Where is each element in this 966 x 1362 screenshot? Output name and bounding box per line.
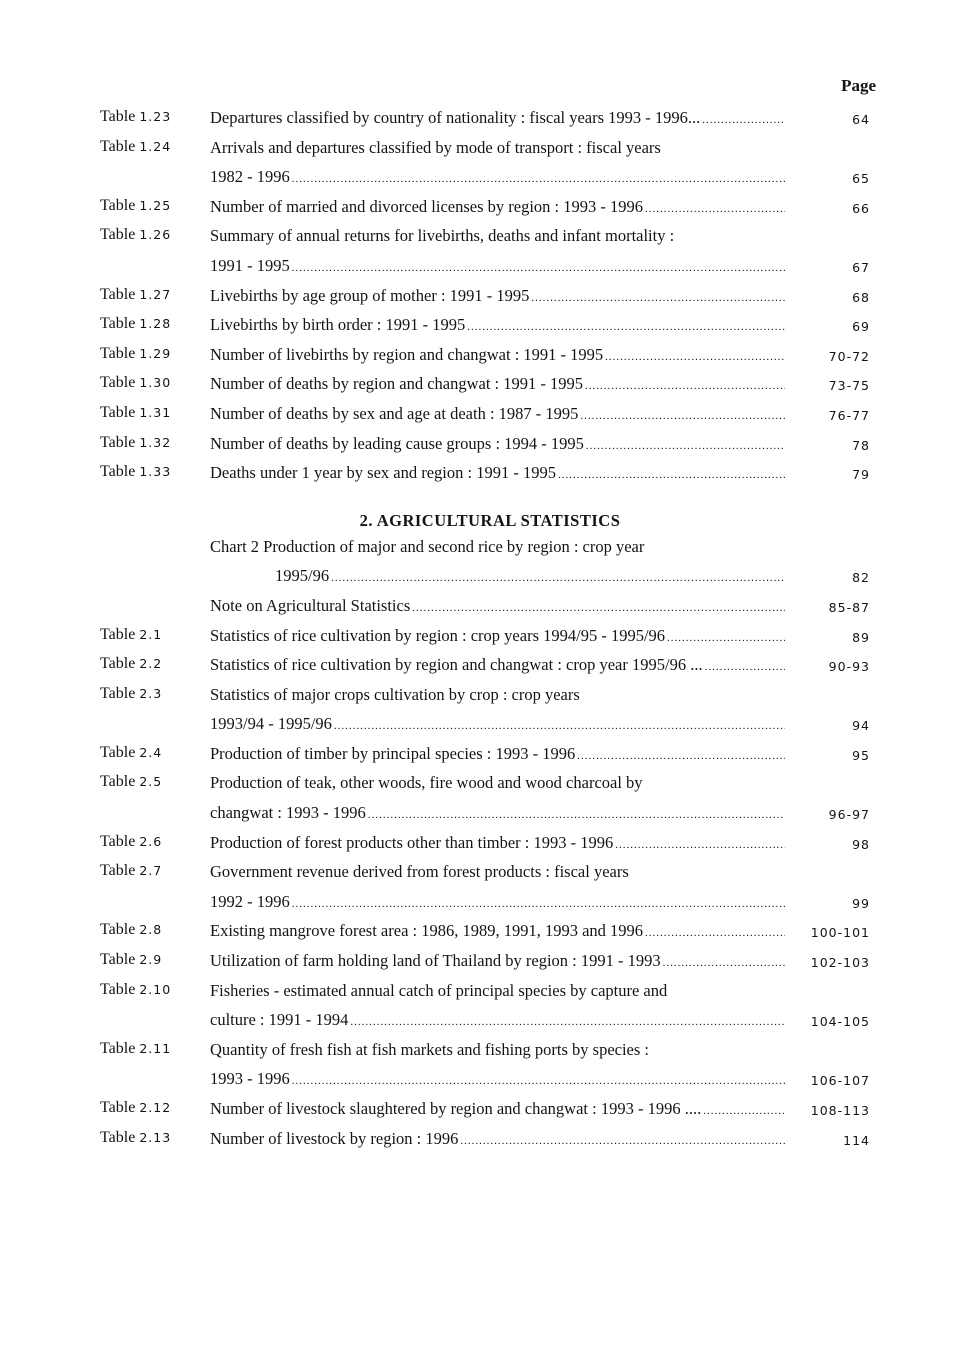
entry-title-line bbox=[210, 138, 785, 158]
toc-row bbox=[0, 402, 966, 432]
section-break bbox=[0, 491, 966, 535]
dot-leader bbox=[667, 632, 785, 644]
entry-label-word: Table bbox=[100, 108, 140, 125]
entry-number: 2.4 bbox=[139, 744, 163, 760]
entry-page-number: 90-93 bbox=[828, 659, 870, 675]
entry-title-text: Government revenue derived from forest products : fiscal years bbox=[210, 862, 629, 882]
entry-title-text: Production of forest products other than timber : 1993 - 1996 bbox=[210, 832, 614, 852]
entry-title-text: Livebirths by birth order : 1991 - 1995 bbox=[210, 315, 466, 335]
entry-title[interactable] bbox=[210, 685, 785, 705]
entry-title[interactable] bbox=[210, 1099, 785, 1119]
entry-page-number: 98 bbox=[852, 836, 870, 852]
toc-row bbox=[0, 136, 966, 166]
entry-title-line bbox=[210, 744, 785, 764]
entry-title-text: 1991 - 1995 bbox=[210, 255, 290, 275]
entry-number: 1.33 bbox=[139, 464, 172, 480]
entry-label bbox=[100, 744, 162, 762]
entry-title[interactable] bbox=[210, 197, 785, 217]
entry-title-line bbox=[210, 892, 785, 912]
entry-title[interactable] bbox=[210, 1040, 785, 1060]
entry-title-line bbox=[210, 374, 785, 394]
entry-title-line bbox=[210, 167, 785, 187]
entry-label-word: Table bbox=[100, 684, 140, 702]
entry-title-text: Fisheries - estimated annual catch of principal species by capture and bbox=[210, 980, 668, 1000]
toc-row bbox=[0, 165, 966, 195]
entry-title-text: culture : 1991 - 1994 bbox=[210, 1010, 349, 1030]
entry-title-line bbox=[210, 197, 785, 217]
toc-row bbox=[0, 106, 966, 136]
toc-row bbox=[0, 564, 966, 594]
entry-number: 2.8 bbox=[139, 922, 163, 938]
entry-title-line bbox=[210, 226, 785, 246]
entry-title-text: Note on Agricultural Statistics bbox=[210, 595, 411, 615]
entry-number: 2.3 bbox=[139, 685, 163, 701]
toc-row bbox=[0, 1038, 966, 1068]
entry-title-line bbox=[210, 862, 785, 882]
entry-label bbox=[100, 434, 171, 452]
entry-title-line bbox=[210, 921, 785, 941]
entry-page-number: 114 bbox=[843, 1132, 870, 1148]
toc-row bbox=[0, 653, 966, 683]
entry-number: 2.12 bbox=[139, 1100, 172, 1115]
entry-label bbox=[100, 685, 162, 703]
entry-label bbox=[100, 921, 162, 939]
entry-title[interactable] bbox=[210, 345, 785, 365]
entry-page-number: 102-103 bbox=[810, 955, 870, 971]
dot-leader bbox=[292, 262, 785, 274]
toc-row bbox=[0, 860, 966, 890]
entry-title-text: Statistics of rice cultivation by region : crop years 1994/95 - 1995/96 bbox=[210, 625, 666, 645]
entry-title-text: Chart 2 Production of major and second rice by region : crop year bbox=[210, 536, 645, 556]
entry-title-text: Number of livestock by region : 1996 bbox=[210, 1128, 459, 1148]
entry-label-word: Table bbox=[100, 1039, 140, 1057]
entry-number: 1.28 bbox=[139, 316, 172, 332]
entry-label bbox=[100, 773, 162, 791]
dot-leader bbox=[531, 292, 785, 304]
entry-title-text: Livebirths by age group of mother : 1991 - 1995 bbox=[210, 285, 530, 305]
entry-title-text: Utilization of farm holding land of Thailand by region : 1991 - 1993 bbox=[210, 951, 661, 971]
entry-label bbox=[100, 862, 162, 880]
entry-number: 1.29 bbox=[139, 345, 172, 361]
entry-title[interactable] bbox=[210, 773, 785, 793]
entry-title-line bbox=[210, 803, 785, 823]
entry-title[interactable] bbox=[210, 463, 785, 483]
dot-leader bbox=[605, 351, 785, 363]
entry-title[interactable] bbox=[210, 1010, 785, 1030]
entry-label bbox=[100, 833, 162, 851]
entry-title-text: Statistics of major crops cultivation by crop : crop years bbox=[210, 684, 580, 704]
dot-leader bbox=[334, 720, 785, 732]
entry-title-line bbox=[210, 256, 785, 276]
dot-leader bbox=[331, 572, 785, 584]
entry-title-text: 1995/96 bbox=[275, 566, 330, 586]
entry-title-text: Number of livestock slaughtered by region and changwat : 1993 - 1996 .... bbox=[210, 1099, 702, 1118]
entry-title-text: Number of livebirths by region and changwat : 1991 - 1995 bbox=[210, 344, 604, 364]
entry-label bbox=[100, 1099, 171, 1117]
entry-title-line bbox=[210, 434, 785, 454]
entry-label-word: Table bbox=[100, 374, 140, 392]
dot-leader bbox=[580, 410, 785, 422]
toc-row bbox=[0, 224, 966, 254]
entry-number: 2.6 bbox=[139, 833, 163, 849]
entry-page-number: 96-97 bbox=[828, 807, 870, 823]
entry-label-word: Table bbox=[100, 226, 140, 244]
entry-title-text: Number of deaths by leading cause groups : 1994 - 1995 bbox=[210, 433, 584, 453]
entry-label bbox=[100, 1040, 171, 1058]
entry-title-text: Number of deaths by sex and age at death : 1987 - 1995 bbox=[210, 403, 579, 423]
dot-leader bbox=[586, 440, 785, 452]
entry-label-word: Table bbox=[100, 921, 140, 939]
entry-label bbox=[100, 463, 171, 481]
toc-row bbox=[0, 979, 966, 1009]
entry-label bbox=[100, 951, 162, 969]
entry-title-line bbox=[210, 108, 785, 128]
entry-title[interactable] bbox=[210, 626, 785, 646]
entry-page-number: 104-105 bbox=[810, 1014, 870, 1030]
entry-label-word: Table bbox=[100, 463, 140, 481]
entry-title-line bbox=[210, 596, 785, 616]
entry-page-number: 69 bbox=[852, 319, 870, 335]
entry-page-number: 106-107 bbox=[810, 1073, 870, 1089]
entry-title-text: 1993 - 1996 bbox=[210, 1069, 290, 1089]
entry-title-line bbox=[210, 655, 785, 675]
entry-title[interactable] bbox=[210, 1069, 785, 1089]
entry-title-text: 1992 - 1996 bbox=[210, 891, 290, 911]
entry-label bbox=[100, 626, 162, 644]
entry-label bbox=[100, 138, 171, 156]
entry-number: 1.23 bbox=[139, 109, 172, 124]
entry-title-text: Production of timber by principal species : 1993 - 1996 bbox=[210, 743, 576, 763]
entry-page-number: 95 bbox=[852, 747, 870, 763]
toc-row bbox=[0, 683, 966, 713]
entry-number: 1.30 bbox=[139, 375, 172, 391]
entry-label bbox=[100, 286, 171, 304]
entry-title-line bbox=[210, 833, 785, 853]
entry-label-word: Table bbox=[100, 862, 140, 880]
entry-title-text: changwat : 1993 - 1996 bbox=[210, 803, 366, 823]
entry-title[interactable] bbox=[210, 596, 785, 616]
entry-title-text: Production of teak, other woods, fire wood and wood charcoal by bbox=[210, 773, 643, 793]
toc-row bbox=[0, 372, 966, 402]
entry-label bbox=[100, 655, 162, 673]
entry-page-number: 99 bbox=[852, 895, 870, 911]
entry-title-line bbox=[210, 951, 785, 971]
entry-page-number: 108-113 bbox=[810, 1103, 870, 1118]
entry-title[interactable] bbox=[210, 981, 785, 1001]
entry-number: 2.7 bbox=[139, 863, 163, 879]
entry-title-line bbox=[210, 345, 785, 365]
entry-title-text: Summary of annual returns for livebirths, deaths and infant mortality : bbox=[210, 226, 675, 246]
entry-page-number: 76-77 bbox=[828, 407, 870, 423]
entry-title-text: 1993/94 - 1995/96 bbox=[210, 714, 332, 734]
dot-leader bbox=[368, 809, 785, 821]
dot-leader bbox=[558, 469, 785, 481]
entry-title-line bbox=[210, 315, 785, 335]
dot-leader bbox=[585, 380, 785, 392]
toc-row bbox=[0, 919, 966, 949]
entry-number: 2.5 bbox=[139, 774, 163, 790]
dot-leader bbox=[577, 750, 785, 762]
entry-title[interactable] bbox=[210, 951, 785, 971]
dot-leader bbox=[292, 173, 785, 185]
entry-title[interactable] bbox=[210, 108, 785, 128]
dot-leader bbox=[460, 1135, 785, 1147]
table-of-contents bbox=[0, 106, 966, 1156]
toc-row bbox=[0, 1067, 966, 1097]
toc-row bbox=[0, 594, 966, 624]
entry-title-text: Existing mangrove forest area : 1986, 1989, 1991, 1993 and 1996 bbox=[210, 921, 644, 941]
toc-row bbox=[0, 1008, 966, 1038]
entry-title-line bbox=[210, 981, 785, 1001]
entry-label bbox=[100, 374, 171, 392]
entry-title[interactable] bbox=[210, 374, 785, 394]
entry-label-word: Table bbox=[100, 773, 140, 791]
entry-title-line bbox=[275, 566, 785, 586]
entry-title-line bbox=[210, 685, 785, 705]
entry-label bbox=[100, 404, 171, 422]
entry-title-text: Arrivals and departures classified by mode of transport : fiscal years bbox=[210, 137, 661, 157]
entry-title[interactable] bbox=[210, 167, 785, 187]
entry-title-line bbox=[210, 626, 785, 646]
entry-title-text: 1982 - 1996 bbox=[210, 167, 290, 187]
toc-row bbox=[0, 712, 966, 742]
entry-title-text: Quantity of fresh fish at fish markets and fishing ports by species : bbox=[210, 1039, 649, 1059]
entry-title-line bbox=[210, 537, 785, 557]
toc-row bbox=[0, 624, 966, 654]
entry-number: 1.31 bbox=[139, 404, 172, 420]
entry-label-word: Table bbox=[100, 315, 140, 333]
entry-label-word: Table bbox=[100, 655, 140, 673]
entry-page-number: 66 bbox=[852, 200, 870, 216]
toc-row bbox=[0, 890, 966, 920]
entry-label-word: Table bbox=[100, 196, 140, 214]
entry-page-number: 100-101 bbox=[810, 925, 870, 941]
entry-number: 1.26 bbox=[139, 227, 172, 243]
dot-leader bbox=[705, 661, 785, 673]
toc-row bbox=[0, 831, 966, 861]
entry-label bbox=[100, 981, 171, 999]
toc-row bbox=[0, 771, 966, 801]
entry-title-line bbox=[210, 714, 785, 734]
entry-page-number: 70-72 bbox=[828, 348, 870, 364]
entry-title-text: Deaths under 1 year by sex and region : 1991 - 1995 bbox=[210, 463, 556, 483]
toc-row bbox=[0, 343, 966, 373]
entry-number: 2.11 bbox=[139, 1040, 172, 1056]
entry-title-text: Statistics of rice cultivation by region and changwat : crop year 1995/96 ... bbox=[210, 655, 703, 675]
entry-page-number: 65 bbox=[852, 171, 870, 187]
entry-number: 2.10 bbox=[139, 981, 172, 997]
entry-title[interactable] bbox=[210, 256, 785, 276]
entry-title[interactable] bbox=[210, 537, 785, 557]
dot-leader bbox=[645, 927, 785, 939]
entry-number: 1.24 bbox=[139, 138, 172, 154]
entry-label bbox=[100, 108, 171, 126]
entry-title-line bbox=[210, 404, 785, 424]
entry-title-line bbox=[210, 1010, 785, 1030]
entry-page-number: 82 bbox=[852, 570, 870, 586]
dot-leader bbox=[292, 898, 785, 910]
entry-label bbox=[100, 197, 171, 215]
section-heading: 2. AGRICULTURAL STATISTICS bbox=[359, 510, 621, 530]
toc-row bbox=[0, 461, 966, 491]
entry-label-word: Table bbox=[100, 344, 140, 362]
entry-number: 1.32 bbox=[139, 434, 172, 450]
entry-title-line bbox=[210, 1099, 785, 1119]
entry-label-word: Table bbox=[100, 625, 140, 643]
entry-page-number: 89 bbox=[852, 629, 870, 645]
entry-title-text: Departures classified by country of nationality : fiscal years 1993 - 1996... bbox=[210, 108, 701, 127]
toc-row bbox=[0, 195, 966, 225]
entry-title[interactable] bbox=[210, 138, 785, 158]
dot-leader bbox=[292, 1075, 785, 1087]
entry-label bbox=[100, 226, 171, 244]
entry-title[interactable] bbox=[210, 315, 785, 335]
entry-page-number: 85-87 bbox=[828, 599, 870, 615]
entry-label bbox=[100, 1129, 171, 1147]
dot-leader bbox=[615, 839, 785, 851]
entry-label-word: Table bbox=[100, 1099, 140, 1116]
entry-page-number: 94 bbox=[852, 718, 870, 734]
entry-title-line bbox=[210, 1129, 785, 1149]
toc-row bbox=[0, 1127, 966, 1157]
entry-number: 2.1 bbox=[139, 626, 163, 642]
entry-page-number: 64 bbox=[852, 112, 870, 127]
dot-leader bbox=[645, 203, 785, 215]
entry-title-line bbox=[210, 773, 785, 793]
entry-title[interactable] bbox=[210, 803, 785, 823]
dot-leader bbox=[412, 602, 785, 614]
entry-title[interactable] bbox=[210, 226, 785, 246]
entry-number: 1.27 bbox=[139, 286, 172, 302]
entry-title[interactable] bbox=[210, 833, 785, 853]
toc-row bbox=[0, 949, 966, 979]
entry-title-line bbox=[210, 1069, 785, 1089]
dot-leader bbox=[702, 114, 785, 126]
entry-title[interactable] bbox=[210, 655, 785, 675]
entry-title[interactable] bbox=[210, 714, 785, 734]
entry-title-line bbox=[210, 286, 785, 306]
toc-row bbox=[0, 742, 966, 772]
entry-title[interactable] bbox=[210, 286, 785, 306]
entry-page-number: 68 bbox=[852, 289, 870, 305]
entry-label-word: Table bbox=[100, 951, 140, 969]
entry-label-word: Table bbox=[100, 743, 140, 761]
entry-title[interactable] bbox=[210, 404, 785, 424]
entry-title[interactable] bbox=[210, 744, 785, 764]
page-column-heading: Page bbox=[841, 76, 876, 95]
dot-leader bbox=[350, 1016, 785, 1028]
dot-leader bbox=[467, 321, 785, 333]
entry-page-number: 78 bbox=[852, 437, 870, 453]
entry-page-number: 67 bbox=[852, 259, 870, 275]
entry-title-line bbox=[210, 463, 785, 483]
toc-row bbox=[0, 432, 966, 462]
entry-title[interactable] bbox=[275, 566, 785, 586]
entry-label-word: Table bbox=[100, 403, 140, 421]
entry-label-word: Table bbox=[100, 137, 140, 155]
entry-label-word: Table bbox=[100, 1128, 140, 1146]
dot-leader bbox=[663, 957, 785, 969]
entry-title-text: Number of deaths by region and changwat : 1991 - 1995 bbox=[210, 374, 583, 394]
entry-title-text: Number of married and divorced licenses by region : 1993 - 1996 bbox=[210, 196, 644, 216]
entry-label-word: Table bbox=[100, 832, 140, 850]
entry-title[interactable] bbox=[210, 434, 785, 454]
toc-row bbox=[0, 284, 966, 314]
toc-row bbox=[0, 801, 966, 831]
entry-label bbox=[100, 315, 171, 333]
entry-title[interactable] bbox=[210, 1129, 785, 1149]
toc-row bbox=[0, 254, 966, 284]
entry-label bbox=[100, 345, 171, 363]
toc-row bbox=[0, 1097, 966, 1127]
entry-number: 1.25 bbox=[139, 197, 172, 213]
entry-page-number: 73-75 bbox=[828, 378, 870, 394]
entry-label-word: Table bbox=[100, 433, 140, 451]
entry-page-number: 79 bbox=[852, 467, 870, 483]
entry-title[interactable] bbox=[210, 862, 785, 882]
entry-label-word: Table bbox=[100, 980, 140, 998]
entry-number: 2.9 bbox=[139, 952, 163, 968]
entry-title[interactable] bbox=[210, 921, 785, 941]
dot-leader bbox=[703, 1105, 785, 1117]
entry-number: 2.13 bbox=[139, 1129, 172, 1145]
entry-label-word: Table bbox=[100, 285, 140, 303]
toc-row bbox=[0, 313, 966, 343]
entry-title-line bbox=[210, 1040, 785, 1060]
toc-row bbox=[0, 535, 966, 565]
entry-number: 2.2 bbox=[139, 656, 163, 672]
entry-title[interactable] bbox=[210, 892, 785, 912]
